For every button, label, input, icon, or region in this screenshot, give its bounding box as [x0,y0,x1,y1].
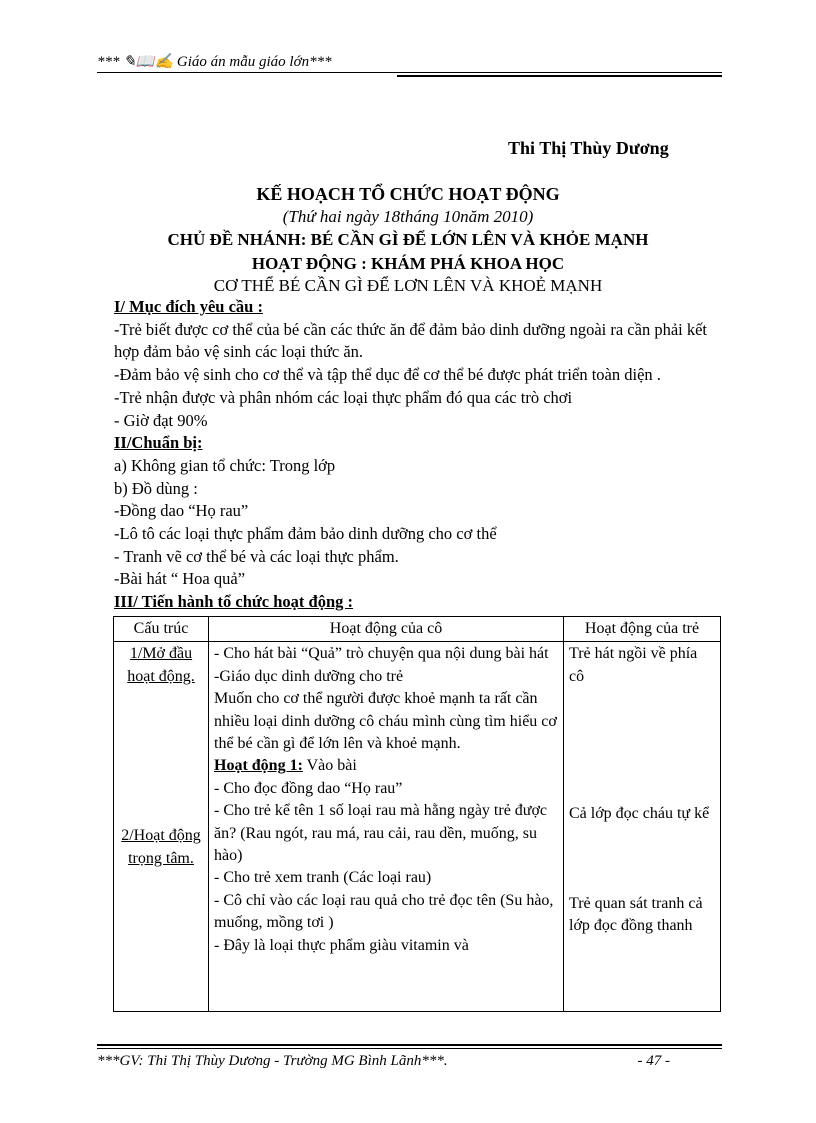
page-header [97,52,722,74]
child-line: Trẻ hát ngồi về phía cô [569,645,698,685]
header-text: *** ✎📖✍ Giáo án mẫu giáo lớn*** [97,54,332,70]
child-line: Cả lớp đọc cháu tự kể [569,805,710,823]
child-line: Trẻ quan sát tranh cả lớp đọc đồng thanh [569,894,703,935]
section-objectives [114,296,724,614]
teacher-line [214,755,558,777]
section-heading: I/ Mục đích yêu cầu : [114,297,263,316]
paragraph: -Lô tô các loại thực phẩm đảm bảo dinh dưỡng cho cơ thể [114,524,497,544]
paragraph: a) Không gian tổ chức: Trong lớp [114,455,336,475]
column-header: Cấu trúc [114,617,209,642]
teacher-line: - Cho trẻ kể tên 1 số loại rau mà hằng ngày trẻ được ăn? (Rau ngót, rau má, rau cải, rau dền, muống, su hào) [214,802,548,865]
structure-item: 2/Hoạt động trọng tâm. [121,827,201,867]
subject-title: CƠ THỂ BÉ CẦN GÌ ĐỂ LƠN LÊN VÀ KHOẺ MẠNH [213,276,603,295]
teacher-line: Muốn cho cơ thể người được khoẻ mạnh ta rất cần nhiều loại dinh dưỡng cô cháu mình cùng tìm hiểu cơ thể bé cần gì để lớn lên và khoẻ mạnh. [214,690,557,753]
table-row [114,642,721,1012]
paragraph: -Bài hát “ Hoa quả” [114,569,246,589]
teacher-line: - Cho trẻ xem tranh (Các loại rau) [214,869,432,887]
paragraph: b) Đồ dùng : [114,478,198,498]
section-heading: III/ Tiến hành tổ chức hoạt động : [114,592,353,612]
child-activity-cell [564,642,721,1012]
footer-rule [97,1048,722,1049]
paragraph: - Tranh vẽ cơ thể bé và các loại thực phẩm. [114,546,399,566]
footer-text: ***GV: Thi Thị Thùy Dương - Trường MG Bình Lãnh***. [97,1053,448,1069]
activity-label: Hoạt động 1: [214,757,303,775]
paragraph: -Trẻ nhận được và phân nhóm các loại thực phẩm đó qua các trò chơi [114,387,573,407]
paragraph: - Giờ đạt 90% [114,410,208,430]
footer-rule-thick [97,1044,722,1046]
plan-date: (Thứ hai ngày 18tháng 10năm 2010) [282,207,534,226]
activity-label-rest: Vào bài [302,757,357,775]
teacher-line: - Cho hát bài “Quả” trò chuyện qua nội dung bài hát [214,645,549,663]
activity-title: HOẠT ĐỘNG : KHÁM PHÁ KHOA HỌC [251,254,565,273]
table-header-row [114,617,721,642]
page-number: - 47 - [637,1053,670,1069]
activity-table [113,616,721,1012]
teacher-line: -Giáo dục dinh dưỡng cho trẻ [214,667,404,685]
paragraph: -Đồng dao “Họ rau” [114,501,249,521]
column-header: Hoạt động của cô [209,617,564,642]
section-heading: II/Chuẩn bị: [114,433,203,453]
author-name: Thi Thị Thùy Dương [508,138,669,158]
topic-title: CHỦ ĐỀ NHÁNH: BÉ CẦN GÌ ĐỂ LỚN LÊN VÀ KHỎE MẠNH [167,230,649,249]
paragraph: -Đảm bảo vệ sinh cho cơ thể và tập thể dục để cơ thể bé được phát triển toàn diện . [114,365,661,385]
header-rule-thick [397,75,722,77]
teacher-activity-cell [209,642,564,1012]
header-rule [97,72,722,73]
column-header: Hoạt động của trẻ [564,617,721,642]
teacher-line: - Cho đọc đồng dao “Họ rau” [214,779,403,797]
structure-cell [114,642,209,1012]
paragraph: -Trẻ biết được cơ thể của bé cần các thức ăn để đảm bảo dinh dưỡng ngoài ra cần phải kết hợp đảm bảo vệ sinh các loại thức ăn. [114,319,708,362]
plan-title: KẾ HOẠCH TỔ CHỨC HOẠT ĐỘNG [256,184,560,204]
structure-item: 1/Mở đầu hoạt động. [127,645,195,685]
teacher-line: - Cô chỉ vào các loại rau quả cho trẻ đọc tên (Su hào, muống, mồng tơi ) [214,891,554,932]
teacher-line: - Đây là loại thực phẩm giàu vitamin và [214,936,469,954]
